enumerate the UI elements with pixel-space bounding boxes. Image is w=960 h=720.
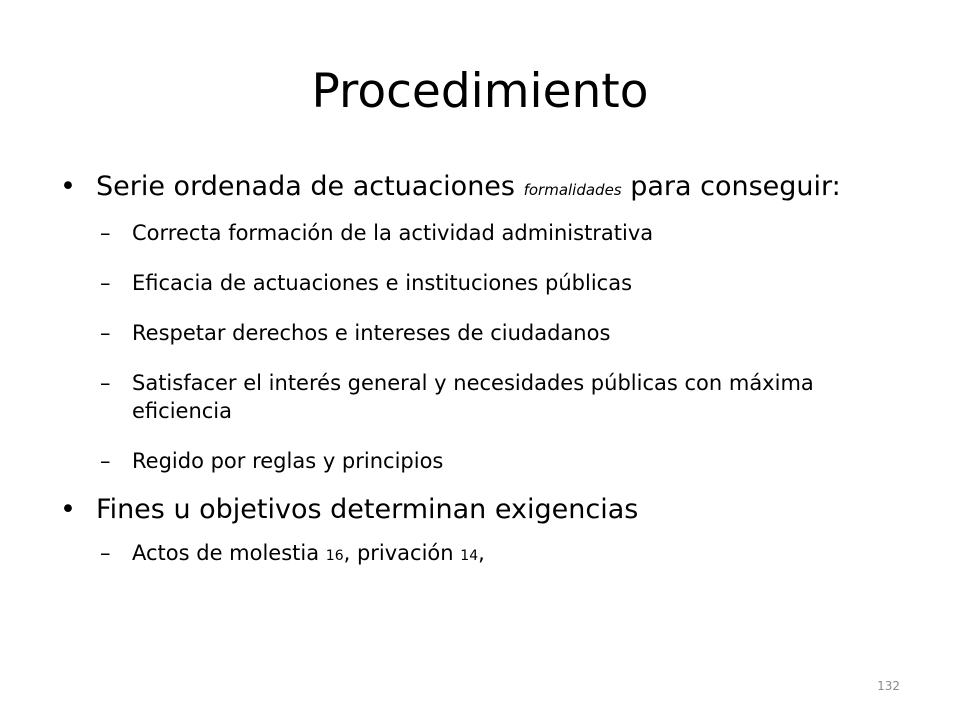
sub-item-text: , <box>478 541 485 565</box>
dash-icon: – <box>100 449 111 473</box>
sub-list-1 <box>60 219 880 475</box>
bullet-item-1 <box>60 170 880 207</box>
bullet-item-2 <box>60 493 880 527</box>
dash-icon: – <box>100 541 111 565</box>
slide-content <box>60 170 880 570</box>
bullet-icon: • <box>60 494 76 525</box>
bullet-text: Fines u objetivos determinan exigencias <box>96 494 639 525</box>
dash-icon: – <box>100 371 111 395</box>
page-number: 132 <box>877 679 900 693</box>
reference-number: 14 <box>460 548 479 564</box>
sub-item-text: Actos de molestia <box>132 541 326 565</box>
sub-item <box>60 447 880 475</box>
sub-item-text: Regido por reglas y principios <box>132 449 444 473</box>
bullet-text-part: para conseguir: <box>621 171 841 202</box>
sub-item-text: Eficacia de actuaciones e instituciones públicas <box>132 271 633 295</box>
sub-item-text: Correcta formación de la actividad administrativa <box>132 221 654 245</box>
slide-title: Procedimiento <box>311 64 649 119</box>
sub-item-text: , privación <box>343 541 461 565</box>
bullet-emphasis: formalidades <box>523 181 622 199</box>
sub-item <box>60 269 880 297</box>
sub-item <box>60 319 880 347</box>
sub-item <box>60 369 880 425</box>
sub-item-text: Respetar derechos e intereses de ciudadanos <box>132 321 611 345</box>
sub-list-2 <box>60 539 880 570</box>
dash-icon: – <box>100 271 111 295</box>
bullet-icon: • <box>60 171 76 202</box>
sub-item-text: Satisfacer el interés general y necesidades públicas con máxima eficiencia <box>132 371 814 423</box>
sub-item <box>60 219 880 247</box>
dash-icon: – <box>100 221 111 245</box>
reference-number: 16 <box>325 548 344 564</box>
sub-item <box>60 539 880 570</box>
dash-icon: – <box>100 321 111 345</box>
bullet-text-part: Serie ordenada de actuaciones <box>96 171 524 202</box>
